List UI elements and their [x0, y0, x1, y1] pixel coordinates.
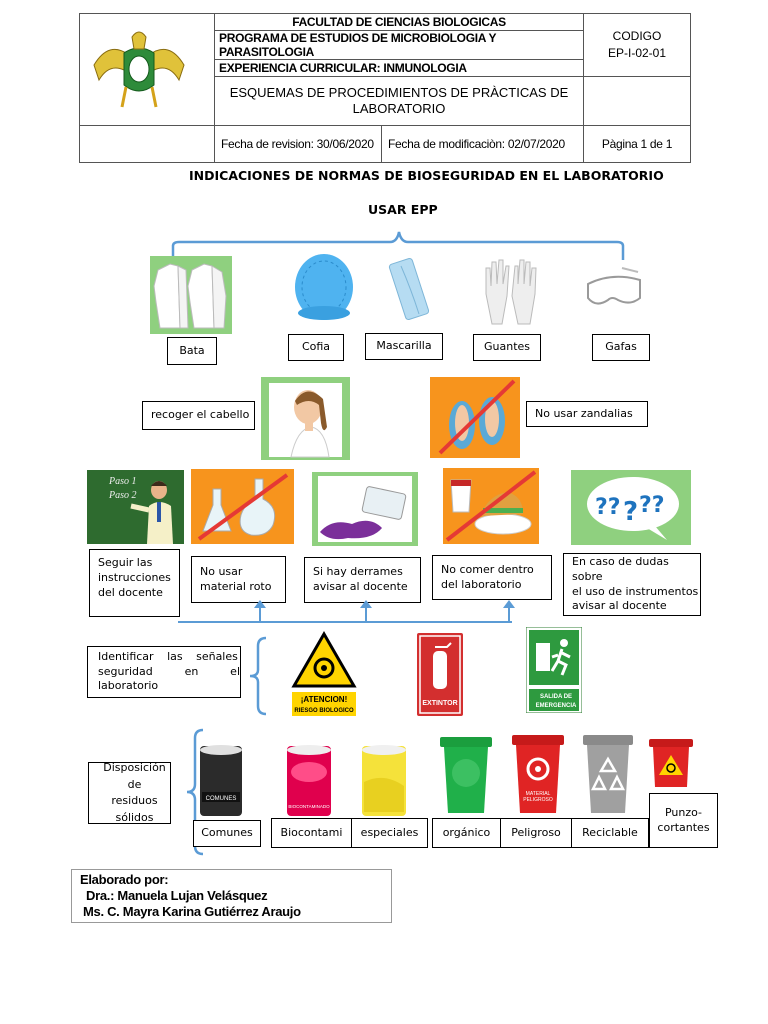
svg-text:?: ? — [623, 497, 639, 527]
waste-label-comunes: Comunes — [193, 820, 261, 847]
rule-instructions — [89, 549, 180, 617]
main-title: INDICACIONES DE NORMAS DE BIOSEGURIDAD EN EL LABORATORIO — [189, 168, 664, 183]
author-box — [71, 869, 392, 923]
biohazard-sign-line-1: ¡ATENCION! — [300, 695, 348, 704]
code-cell — [584, 14, 691, 77]
sharps-container — [647, 737, 695, 791]
rule-instructions-line: Seguir las — [98, 556, 153, 569]
rule-eat-line: del laboratorio — [441, 577, 522, 591]
header-table — [79, 13, 691, 163]
empty-cell — [80, 126, 215, 163]
rule-sandals: No usar zandalias — [526, 401, 648, 427]
modification-date: Fecha de modificaciòn: 02/07/2020 — [388, 137, 565, 151]
no-sandals-image — [430, 377, 520, 458]
faculty-name: FACULTAD DE CIENCIAS BIOLOGICAS — [215, 14, 584, 31]
punzo-line: cortantes — [657, 820, 710, 834]
waste-label-biocontaminado: Biocontami — [271, 818, 352, 848]
hazardous-waste-bin — [510, 735, 566, 817]
rule-no-eating — [432, 555, 552, 600]
questions-image — [571, 470, 691, 545]
svg-text:??: ?? — [595, 495, 621, 520]
epp-label-gafas: Gafas — [592, 334, 650, 361]
author-name-1: Dra.: Manuela Lujan Velásquez — [86, 888, 268, 903]
rule-spills — [304, 557, 421, 603]
waste-label-especiales: especiales — [351, 818, 428, 848]
lab-coat-image — [150, 256, 232, 334]
waste-label-line: Disposición — [103, 761, 166, 774]
rule-doubts-line: En caso de dudas sobre — [572, 554, 669, 583]
signals-label-line: seguridad en el laboratorio — [98, 664, 240, 693]
waste-label — [88, 762, 171, 824]
broken-glass-image — [191, 469, 294, 544]
rule-broken-line: No usar — [200, 564, 243, 578]
document-title-line-2: LABORATORIO — [352, 101, 446, 116]
code-label: CODIGO — [612, 29, 662, 43]
revision-date: Fecha de revision: 30/06/2020 — [215, 126, 382, 162]
document-title-line-1: ESQUEMAS DE PROCEDIMIENTOS DE PRÀCTICAS DE — [229, 85, 569, 100]
waste-label-line: sólidos — [115, 810, 154, 824]
rules-connector — [178, 600, 518, 626]
mask-image — [387, 254, 439, 324]
svg-text:Paso 2: Paso 2 — [109, 490, 137, 501]
rule-instructions-line: del docente — [98, 585, 163, 599]
no-eating-image — [443, 468, 539, 544]
document-title — [215, 77, 584, 126]
rule-instructions-line: instrucciones — [98, 570, 171, 584]
teacher-board-image — [87, 470, 184, 544]
page-number: Pàgina 1 de 1 — [584, 126, 691, 163]
university-logo — [84, 25, 194, 115]
experience-name: EXPERIENCIA CURRICULAR: INMUNOLOGIA — [215, 60, 584, 77]
hair-cap-image — [293, 251, 355, 327]
biocontaminated-waste-bin — [283, 742, 335, 818]
author-label: Elaborado por: — [80, 872, 169, 887]
rule-eat-line: No comer dentro — [441, 562, 534, 576]
waste-label-organico: orgánico — [432, 818, 501, 848]
rule-spills-line: Si hay derrames — [313, 565, 403, 579]
epp-label-cofia: Cofia — [288, 334, 344, 361]
epp-label-mascarilla: Mascarilla — [365, 333, 443, 360]
spill-image — [312, 472, 418, 546]
special-waste-bin — [358, 742, 410, 818]
program-name: PROGRAMA DE ESTUDIOS DE MICROBIOLOGIA Y PARASITOLOGIA — [215, 31, 584, 60]
logo-cell — [80, 14, 215, 126]
svg-text:Paso 1: Paso 1 — [109, 476, 137, 487]
rule-spills-line: avisar al docente — [313, 580, 408, 593]
exit-sign-line-1: SALIDA DE — [539, 694, 573, 700]
waste-label-peligroso: Peligroso — [500, 818, 572, 848]
hazard-bin-line-2: PELIGROSO — [523, 797, 553, 803]
extinguisher-sign-label: EXTINTOR — [422, 700, 458, 707]
rule-hair: recoger el cabello — [142, 401, 255, 430]
code-value: EP-I-02-01 — [607, 46, 667, 60]
recyclable-waste-bin — [581, 735, 635, 817]
gloves-image — [480, 254, 540, 326]
dates-cell — [215, 126, 584, 163]
epp-label-guantes: Guantes — [473, 334, 541, 361]
svg-text:??: ?? — [639, 493, 665, 518]
waste-label-punzocortantes — [649, 793, 718, 848]
epp-title: USAR EPP — [368, 202, 438, 217]
biohazard-sign-line-2: RIESGO BIOLOGICO — [294, 708, 354, 714]
common-waste-bin — [196, 742, 246, 818]
bio-bin-label: BIOCONTAMINADO — [288, 804, 330, 809]
rule-doubts-line: el uso de instrumentos — [572, 584, 699, 598]
exit-sign-line-2: EMERGENCIA — [535, 703, 577, 709]
signals-label — [87, 646, 241, 698]
rule-doubts-line: avisar al docente — [572, 599, 667, 613]
tied-hair-image — [261, 377, 350, 460]
empty-cell — [584, 77, 691, 126]
common-bin-label: COMUNES — [205, 796, 237, 802]
rule-broken-line: material roto — [200, 579, 272, 593]
author-name-2: Ms. C. Mayra Karina Gutiérrez Araujo — [83, 904, 301, 919]
rule-broken-material — [191, 556, 286, 603]
rule-doubts — [563, 553, 701, 616]
waste-label-reciclable: Reciclable — [571, 818, 649, 848]
hazard-bin-line-1: MATERIAL — [525, 791, 551, 797]
emergency-exit-sign — [526, 627, 582, 713]
goggles-image — [582, 262, 647, 314]
waste-label-line: de residuos — [111, 777, 158, 807]
epp-label-bata: Bata — [167, 337, 217, 365]
signals-bracket — [242, 636, 270, 716]
signals-label-line: Identificar las señales — [98, 649, 238, 663]
extinguisher-sign — [417, 633, 463, 716]
biohazard-sign — [290, 630, 358, 718]
organic-waste-bin — [438, 737, 494, 817]
punzo-line: Punzo- — [664, 805, 703, 819]
